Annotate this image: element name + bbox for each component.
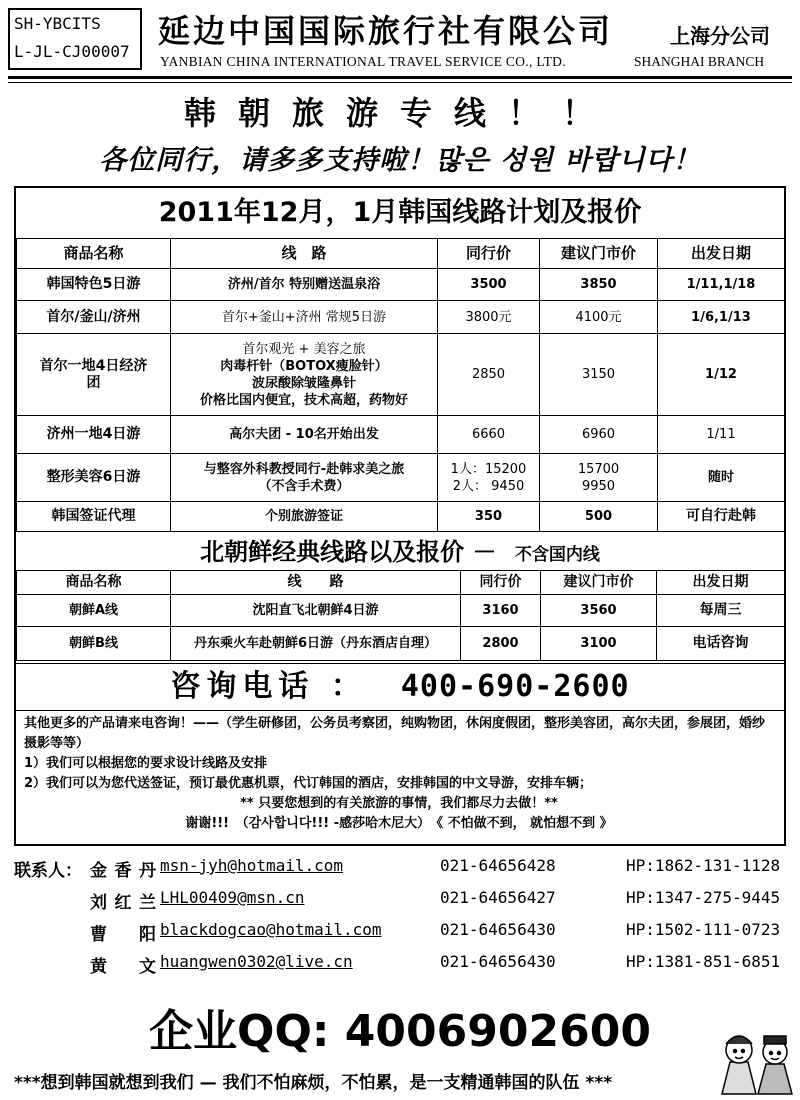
contacts-label: 联系人： [14,861,82,881]
product-name: 整形美容6日游 [17,454,171,502]
route: 济州/首尔 特别赠送温泉浴 [171,269,438,301]
mascot-figure-left [722,1036,756,1094]
nk-title-note: 不含国内线 [514,545,600,565]
trade-price: 3160 [461,595,541,627]
retail-price: 500 [540,502,658,532]
contact-tel: 021-64656427 [440,888,556,907]
col-header: 商品名称 [17,239,171,269]
contact-row [14,856,800,888]
license-code-line1: SH-YBCITS [14,14,101,33]
product-name: 朝鲜B线 [17,627,171,661]
route: 沈阳直飞北朝鲜4日游 [171,595,461,627]
departure-date: 电话咨询 [657,627,785,661]
notes-intro: 其他更多的产品请来电咨询！——（学生研修团，公务员考察团，纯购物团，休闲度假团，整形美容团，高尔夫团，参展团，婚纱摄影等等） [24,716,766,751]
retail-price: 4100元 [540,301,658,334]
header [0,0,800,80]
trade-price: 2850 [438,334,540,416]
col-header: 商品名称 [17,571,171,595]
trade-price: 350 [438,502,540,532]
price-line: 9950 [581,478,616,494]
product-name: 韩国签证代理 [17,502,171,532]
mascot-illustration [716,1024,798,1096]
route: 个别旅游签证 [171,502,438,532]
route-line: 波尿酸除皱隆鼻针 [251,375,356,391]
route-line: 价格比国内便宜，技术高超，药物好 [199,392,408,408]
retail-price [540,454,658,502]
route-line: 首尔观光 + 美容之旅 [242,341,366,357]
departure-date: 1/12 [658,334,785,416]
contact-email[interactable]: blackdogcao@hotmail.com [160,920,382,939]
trade-price: 6660 [438,416,540,454]
header-divider [8,76,792,79]
trade-price: 3500 [438,269,540,301]
contact-row [14,920,800,952]
table-row [17,627,785,661]
company-name-en: YANBIAN CHINA INTERNATIONAL TRAVEL SERVICE CO., LTD. [160,54,566,69]
korea-section-title: 2011年12月，1月韩国线路计划及报价 [158,197,642,228]
contact-tel: 021-64656430 [440,920,556,939]
notes-item-1: 1）我们可以根据您的要求设计线路及安排 [24,756,268,771]
departure-date: 可自行赴韩 [658,502,785,532]
contact-name: 刘红兰 [90,893,156,913]
col-header: 同行价 [438,239,540,269]
trade-price: 3800元 [438,301,540,334]
table-header [17,239,785,269]
contact-mobile: HP:1862-131-1128 [626,856,781,875]
trade-price [438,454,540,502]
contact-row [14,888,800,920]
route: 高尔夫团 - 10名开始出发 [171,416,438,454]
departure-date: 1/6,1/13 [658,301,785,334]
notes-promise: ** 只要您想到的有关旅游的事情，我们都尽力去做！** [240,796,558,811]
retail-price: 3850 [540,269,658,301]
table-row [17,301,785,334]
contact-tel: 021-64656430 [440,952,556,971]
banner-slogan: 各位同行，请多多支持啦！많은 성원 바랍니다！ [99,145,701,176]
price-line: 1人：15200 [450,461,527,477]
nk-price-table [16,570,785,661]
table-row [17,502,785,532]
trade-price: 2800 [461,627,541,661]
hotline-label: 咨询电话 ： [170,669,367,704]
col-header: 出发日期 [658,239,785,269]
branch-name-en: SHANGHAI BRANCH [634,54,765,69]
contact-email[interactable]: huangwen0302@live.cn [160,952,353,971]
banner-title: 韩朝旅游专线！！ [183,94,616,132]
hotline-bar [14,663,786,711]
product-name: 首尔/釜山/济州 [17,301,171,334]
route [171,334,438,416]
contact-mobile: HP:1502-111-0723 [626,920,781,939]
route [171,454,438,502]
contact-tel: 021-64656428 [440,856,556,875]
contact-name: 金香丹 [90,861,156,881]
footer-slogan: ***想到韩国就想到我们 — 我们不怕麻烦，不怕累，是一支精通韩国的队伍 *** [14,1073,613,1093]
contact-name: 黄 文 [90,957,156,977]
departure-date: 随时 [658,454,785,502]
route-line: 与整容外科教授同行-赴韩求美之旅 [203,461,405,477]
mascot-figure-right [758,1036,792,1094]
retail-price: 3560 [541,595,657,627]
departure-date: 1/11,1/18 [658,269,785,301]
license-code-line2: L-JL-CJ00007 [14,42,130,61]
col-header: 同行价 [461,571,541,595]
col-header: 线 路 [171,239,438,269]
price-line: 15700 [577,461,620,477]
retail-price: 3150 [540,334,658,416]
retail-price: 6960 [540,416,658,454]
nk-title-text: 北朝鲜经典线路以及报价 － [200,538,497,566]
license-code-box [8,8,142,70]
route: 丹东乘火车赴朝鲜6日游（丹东酒店自理） [171,627,461,661]
table-row [17,416,785,454]
product-name: 韩国特色5日游 [17,269,171,301]
notes-thanks: 谢谢!!! （감사합니다!!! -感莎哈木尼大） 《 不怕做不到， 就怕想不到 》 [185,816,613,831]
col-header: 线 路 [171,571,461,595]
nk-section-title [14,532,786,567]
route: 首尔+釜山+济州 常规5日游 [171,301,438,334]
contact-email[interactable]: LHL00409@msn.cn [160,888,305,907]
table-row [17,595,785,627]
route-line: 肉毒杆针（BOTOX瘦脸针） [220,358,388,374]
table-row [17,454,785,502]
korea-price-table [16,238,785,532]
table-row [17,269,785,301]
contact-email[interactable]: msn-jyh@hotmail.com [160,856,344,875]
contact-name: 曹 阳 [90,925,156,945]
header-divider-thin [8,82,792,83]
contacts-list [14,856,800,984]
notes-item-2: 2）我们可以为您代送签证，预订最优惠机票，代订韩国的酒店，安排韩国的中文导游，安排车辆； [24,776,593,791]
table-row [17,334,785,416]
price-line: 2人： 9450 [452,478,525,494]
company-qq: 企业QQ: 4006902600 [149,1006,651,1057]
col-header: 建议门市价 [541,571,657,595]
departure-date: 1/11 [658,416,785,454]
col-header: 出发日期 [657,571,785,595]
product-name: 朝鲜A线 [17,595,171,627]
contact-mobile: HP:1347-275-9445 [626,888,781,907]
col-header: 建议门市价 [540,239,658,269]
contact-mobile: HP:1381-851-6851 [626,952,781,971]
product-name: 首尔一地4日经济团 [17,334,171,416]
contact-row [14,952,800,984]
branch-name-cn: 上海分公司 [670,24,770,48]
retail-price: 3100 [541,627,657,661]
table-header [17,571,785,595]
route-line: （不含手术费） [258,478,350,494]
service-notes [24,714,774,834]
product-name: 济州一地4日游 [17,416,171,454]
departure-date: 每周三 [657,595,785,627]
company-name-cn: 延边中国国际旅行社有限公司 [158,12,614,50]
hotline-number[interactable]: 400-690-2600 [400,669,630,704]
